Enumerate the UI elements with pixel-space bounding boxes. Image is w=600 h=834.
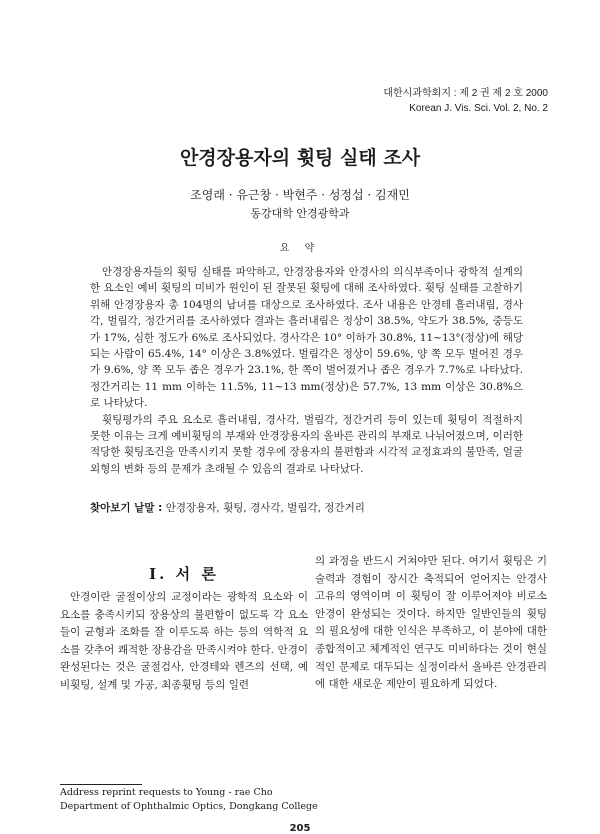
journal-english: Korean J. Vis. Sci. Vol. 2, No. 2: [409, 103, 548, 114]
keywords-label: 찾아보기 낱말 :: [90, 502, 163, 514]
footnote: [60, 786, 318, 814]
journal-header: [383, 86, 548, 116]
footnote-department: Department of Ophthalmic Optics, Dongkang College: [60, 801, 318, 812]
body-paragraph: 의 과정을 반드시 거쳐야만 된다. 여기서 휫팅은 기술력과 경험이 장시간 축적되어 얻어지는 안경사 고유의 영역이며 이 휫팅이 잘 이루어져야 비로소 안경이 완성되는 것이다. 하지만 일반인들의 휫팅의 필요성에 대한 인식은 부족하고, 이 분야에 대한 종합적이고 체계적인 연구도 미비하다는 것이 현실적인 문제로 대두되는 실정이라서 올바른 안경관리에 대한 새로운 제안이 필요하게 되었다.: [315, 555, 547, 691]
left-column: [60, 589, 308, 695]
keywords: [90, 500, 523, 515]
journal-korean: 대한시과학회지 : 제 2 권 제 2 호 2000: [383, 88, 548, 99]
body-paragraph: 안경이란 굴절이상의 교정이라는 광학적 요소와 이 요소를 충족시키되 장용상의 불편함이 없도록 각 요소들이 균형과 조화를 잘 이루도록 하는 등의 역학적 요소를 갖추어 쾌적한 장용감을 만족시켜야 한다. 안경이 완성된다는 것은 굴절검사, 안경테와 렌즈의 선택, 예비휫팅, 설계 및 가공, 최종휫팅 등의 일련: [60, 591, 308, 691]
footnote-rule: [60, 784, 142, 785]
right-column: [315, 553, 547, 694]
page-number: 205: [289, 823, 311, 834]
abstract-body: [90, 264, 523, 477]
footnote-address: Address reprint requests to Young - rae Cho: [60, 787, 273, 798]
author-list: 조영래 · 유근창 · 박현주 · 성정섭 · 김재민: [190, 188, 410, 202]
keywords-text: 안경장용자, 휫팅, 경사각, 벌림각, 정간거리: [165, 502, 365, 514]
abstract-paragraph: 안경장용자들의 휫팅 실태를 파악하고, 안경장용자와 안경사의 의식부족이나 광학적 설계의 한 요소인 예비 휫팅의 미비가 원인이 된 잘못된 휫팅에 대해 조사하였다. 휫팅 실태를 고찰하기 위해 안경장용자 총 104명의 남녀를 대상으로 조사하였다. 조사 내용은 안경테 흘러내림, 경사각, 벌림각, 정간거리를 조사하였다 결과는 흘러내림은 정상이 38.5%, 약도가 38.5%, 중등도가 17%, 심한 정도가 6%로 조사되었다. 경사각은 10° 이하가 30.8%, 11~13°(정상)에 해당되는 사람이 65.4%, 14° 이상은 3.8%였다. 벌림각은 정상이 59.6%, 양 쪽 모두 벌어진 경우가 9.6%, 양 쪽 모두 좁은 경우가 23.1%, 한 쪽이 벌어졌거나 좁은 경우가 7.7%로 나타났다. 정간거리는 11 mm 이하는 11.5%, 11~13 mm(정상)은 57.7%, 13 mm 이상은 30.8%으로 나타났다.: [90, 266, 523, 410]
abstract-heading: 요 약: [279, 243, 321, 254]
abstract-paragraph: 휫팅평가의 주요 요소로 흘러내림, 경사각, 벌림각, 정간거리 등이 있는데 휫팅이 적절하지 못한 이유는 크게 예비휫팅의 부재와 안경장용자의 올바른 관리의 부재로 나뉘어졌으며, 이러한 적당한 휫팅조건을 만족시키지 못할 경우에 장용자의 불편함과 시각적 교정효과의 불만족, 얼굴외형의 변화 등의 문제가 초래될 수 있음의 결과로 나타났다.: [90, 413, 523, 475]
section-heading: Ⅰ. 서 론: [149, 565, 219, 583]
paper-title: 안경장용자의 휫팅 실태 조사: [179, 147, 421, 169]
affiliation: 동강대학 안경광학과: [250, 207, 350, 220]
